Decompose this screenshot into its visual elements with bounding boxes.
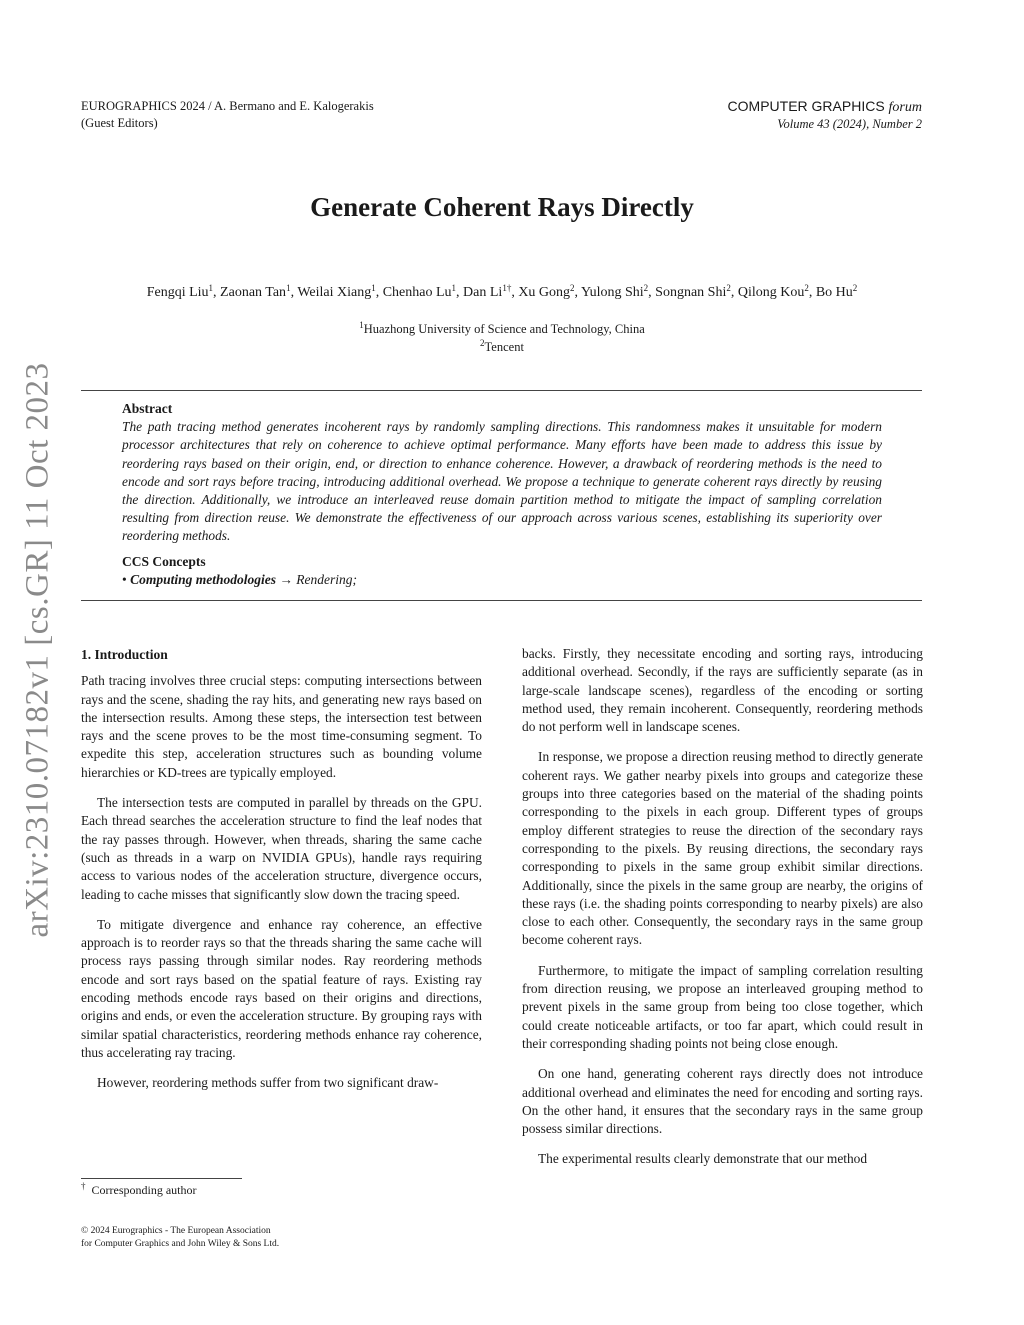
author-name: Songnan Shi$^2$ [655,283,731,300]
author-name: Xu Gong$^2$ [518,283,575,300]
author-name: Bo Hu$^2$ [815,283,858,300]
author-affiliation-mark: 2 [852,283,858,293]
author-affiliation-mark: 2 [804,283,809,293]
journal-name: COMPUTER GRAPHICS forum [727,98,922,115]
paragraph: The experimental results clearly demonstrate that our method [538,1151,868,1167]
affiliation-2: $^2$Tencent [480,338,524,354]
author-name: Weilai Xiang$^1$ [297,283,376,300]
paragraph: On one hand, generating coherent rays directly does not introduce additional overhead and eliminates the need for encoding and sorting rays. On the other hand, it ensures that the secondary rays in the same group possess similar directions. [522,1066,923,1137]
author-affiliation-mark: 1 [451,283,457,293]
abstract-section [122,400,882,589]
conference-line: EUROGRAPHICS 2024 / A. Bermano and E. Kalogerakis [81,99,374,113]
paragraph: Path tracing involves three crucial steps: computing intersections between rays and the scene, shading the ray hits, and generating new rays based on the intersection results. Among these steps, the intersection test between rays and the scene proves to be the most time-consuming segment. To expedite this step, acceleration structures such as bounding volume hierarchies or KD-trees are typically employed. [81,673,482,780]
author-affiliation-mark: 2 [570,283,575,293]
author-affiliation-mark: 1 [208,283,214,293]
affiliation-list [0,320,1004,356]
abstract-bottom-rule [81,600,922,601]
abstract-text: The path tracing method generates incoherent rays by randomly sampling directions. This randomness makes it unsuitable for modern processor architectures that rely on coherence to achieve optimal performance. Many efforts have been made to address this issue by reordering rays based on their origin, end, or direction to enhance coherence. However, a drawback of reordering methods is the need to encode and sort rays before tracing, introducing additional overhead. We propose a technique to generate coherent rays directly by reusing the direction. Additionally, we introduce an interleaved reuse domain partition method to mitigate the impact of sampling correlation resulting from direction reuse. We demonstrate the effectiveness of our approach across various scenes, establishing its superiority over reordering methods. [122,419,882,544]
footnote-text: Corresponding author [91,1183,197,1197]
author-name: Fengqi Liu$^1$ [146,283,214,300]
paragraph: backs. Firstly, they necessitate encoding and sorting rays, introducing additional overhead. Secondly, if the rays are sufficiently separate (as in large-scale landscape scenes), regardless of the encoding or sorting method used, they remain incoherent. Consequently, reordering methods do not perform well in landscape scenes. [522,646,923,735]
copyright-notice: © 2024 Eurographics - The European Association for Computer Graphics and John Wiley & Sons Ltd. [81,1226,280,1249]
ccs-concept-line: • Computing methodologies → Rendering; [122,571,357,587]
footnote-mark: † [81,1181,86,1191]
author-affiliation-mark: 1 [286,283,291,293]
ccs-heading: CCS Concepts [122,553,206,569]
author-list: Fengqi Liu$^1$, Zaonan Tan$^1$, Weilai Xiang$^1$, Chenhao Lu$^1$, Dan $Li^{1\dagger}$, Xu Gong$^2$, Yulong Shi$^2$, Songnan Shi$^2$, Qilong Kou$^2$, Bo Hu$^2$ [146,283,858,300]
footnote [81,1183,196,1198]
paper-title: Generate Coherent Rays Directly [310,192,694,222]
abstract-top-rule [81,390,922,391]
editors-line: (Guest Editors) [81,116,158,130]
running-header-right [728,98,922,133]
section-heading-introduction: 1. Introduction [81,647,168,662]
abstract-heading: Abstract [122,401,173,416]
author-affiliation-mark: 1† [502,283,512,293]
volume-line: Volume 43 (2024), Number 2 [777,117,922,131]
paragraph: The intersection tests are computed in parallel by threads on the GPU. Each thread searches the acceleration structure to find the leaf nodes that the ray passes through. However, when threads, sharing the same cache (such as threads in a warp on NVIDIA GPUs), handle rays requiring access to various nodes of the acceleration structure, divergence occurs, leading to cache misses that significantly slow down the tracing speed. [81,795,482,902]
running-header-left [81,98,374,132]
paragraph: However, reordering methods suffer from two significant draw- [97,1075,439,1091]
arxiv-stamp-text: arXiv:2310.07182v1 [cs.GR] 11 Oct 2023 [19,362,56,938]
author-name: Chenhao Lu$^1$ [382,283,457,300]
author-affiliation-mark: 2 [726,283,731,293]
author-name: Zaonan Tan$^1$ [220,283,291,300]
author-name: Yulong Shi$^2$ [581,283,649,300]
author-name: Qilong Kou$^2$ [737,283,809,300]
author-affiliation-mark: 1 [371,283,376,293]
paragraph: To mitigate divergence and enhance ray coherence, an effective approach is to reorder rays so that the threads sharing the same cache will process rays passing through similar nodes. Ray reordering methods encode and sort rays based on the spatial feature of rays. Existing ray encoding methods encode rays based on their origins and directions, origins and ends, or even the acceleration structure. By grouping rays with similar spatial characteristics, reordering methods enhance ray coherence, thus accelerating ray tracing. [81,916,482,1060]
paragraph: Furthermore, to mitigate the impact of sampling correlation resulting from direction reusing, we propose an interleaved grouping method to prevent pixels in the same group from being too close together, which could create noticeable artifacts, or too far apart, which could result in their corresponding shading points not being close enough. [522,962,923,1051]
affiliation-1: $^1$Huazhong University of Science and Technology, China [359,320,645,336]
left-column [81,646,482,1105]
author-affiliation-mark: 2 [643,283,649,293]
right-column [522,645,923,1181]
author-name: Dan $Li^{1\dagger}$ [463,283,512,300]
paragraph: In response, we propose a direction reusing method to directly generate coherent rays. We gather nearby pixels into groups and categorize these groups into three categories based on the material of the shading points corresponding to the pixels in each group. Different types of groups employ different strategies to reuse the direction of the secondary rays corresponding to the pixels. By reusing directions, the secondary rays corresponding to pixels in the same group exhibit similar directions. Additionally, since the pixels in the same group are nearby, the origins of these rays (i.e. the shading points corresponding to nearby pixels) are also close to each other. Consequently, the secondary rays in the same group become coherent rays. [522,749,923,948]
footnote-rule [81,1178,242,1179]
